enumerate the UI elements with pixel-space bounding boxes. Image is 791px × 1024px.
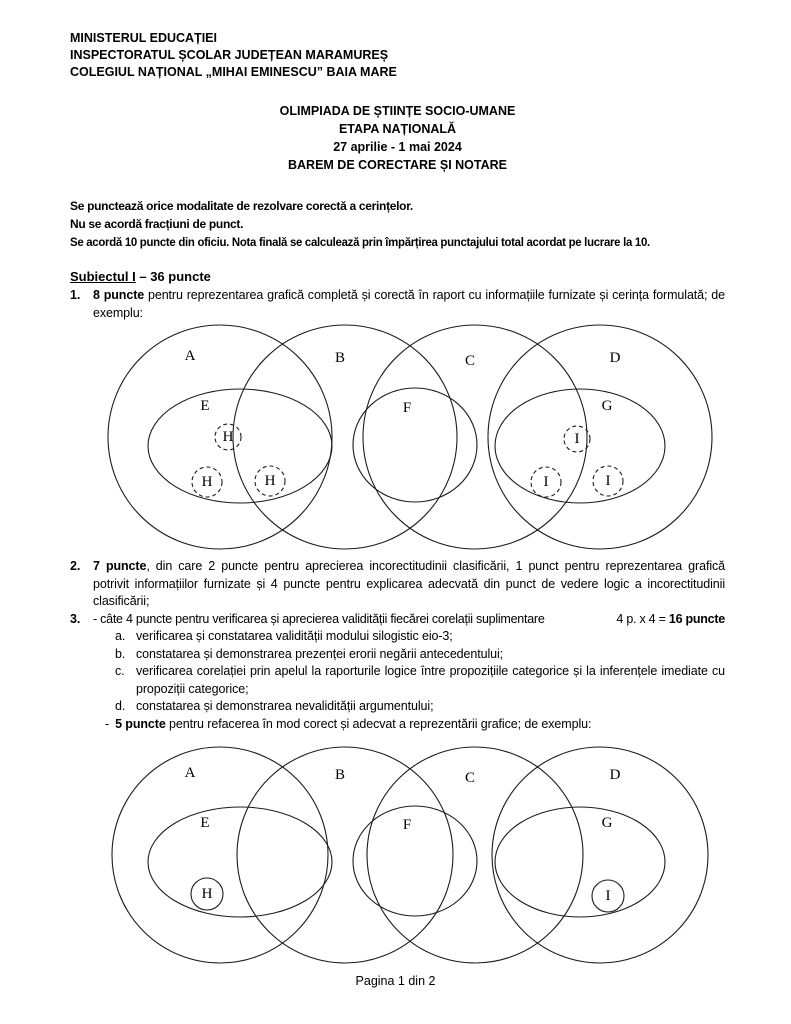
org-line-ministry: MINISTERUL EDUCAȚIEI [70, 31, 217, 45]
title-date: 27 aprilie - 1 mai 2024 [333, 140, 462, 154]
item-2-number: 2. [70, 559, 81, 573]
label-set-f: F [402, 817, 412, 833]
item-3-lead: - câte 4 puncte pentru verificarea și aprecierea validității fiecărei corelații suplimentare [93, 611, 545, 626]
list-item-1 [70, 287, 725, 322]
label-set-g: G [601, 815, 613, 831]
note-line-3: Se acordă 10 puncte din oficiu. Nota finală se calculează prin împărțirea punctajului total acordat pe lucrare la 10. [70, 235, 650, 249]
set-circle-d [488, 325, 712, 549]
label-set-g: G [601, 398, 613, 414]
sub-item-b [115, 646, 725, 664]
label-i2: I [543, 474, 549, 490]
title-olympiad: OLIMPIADA DE ȘTIINȚE SOCIO-UMANE [279, 104, 516, 118]
item-3-number: 3. [70, 611, 81, 626]
set-ellipse-e [148, 389, 332, 503]
item-3-calc [606, 611, 725, 629]
label-set-c: C [464, 770, 476, 786]
label-set-a: A [184, 765, 196, 781]
label-i3: I [605, 473, 611, 489]
org-line-college: COLEGIUL NAȚIONAL „MIHAI EMINESCU” BAIA MARE [70, 65, 397, 79]
sub-d-label: d. [115, 699, 126, 713]
list-item-2 [70, 558, 725, 611]
label-set-f: F [402, 400, 412, 416]
label-set-e: E [200, 398, 210, 414]
set-circle-a [112, 747, 328, 963]
item-1-body: pentru reprezentarea grafică completă și corectă în raport cu informațiile furnizate și cerința formulată; de exemplu: [93, 288, 725, 320]
set-ellipse-g [495, 807, 665, 917]
label-set-b: B [334, 350, 346, 366]
grading-notes [70, 197, 725, 251]
bullet-text: pentru refacerea în mod corect și adecvat a reprezentării grafice; de exemplu: [165, 716, 592, 731]
bullet-content [115, 716, 591, 734]
set-ellipse-g [495, 389, 665, 503]
label-i: I [605, 888, 611, 904]
venn-diagram-1-svg [90, 323, 755, 553]
label-set-d: D [609, 350, 621, 366]
sub-item-c [115, 663, 725, 698]
section-points: – 36 puncte [135, 269, 211, 284]
sub-items [115, 628, 725, 716]
list-item-3 [70, 611, 725, 629]
item-3-text [93, 611, 725, 629]
item-2-points: 7 puncte [93, 559, 147, 573]
sub-b-text: constatarea și demonstrarea prezenței erorii negării antecedentului; [136, 646, 504, 661]
venn-diagram-2-svg [90, 745, 755, 967]
item-3-calc-expr: 4 p. x 4 = [616, 611, 669, 626]
set-circle-a [108, 325, 332, 549]
set-circle-d [492, 747, 708, 963]
label-h2: H [201, 474, 213, 490]
bullet-5-points [105, 716, 725, 734]
section-heading [70, 268, 725, 286]
item-1-text [93, 287, 725, 322]
sub-d-text: constatarea și demonstrarea nevalidității argumentului; [136, 699, 434, 713]
item-3-calc-points: 16 puncte [668, 611, 725, 626]
bullet-points: 5 puncte [115, 716, 166, 731]
sub-c-label: c. [115, 664, 125, 678]
label-set-e: E [200, 815, 210, 831]
item-2-body: , din care 2 puncte pentru aprecierea incorectitudinii clasificării, 1 punct pentru reprezentarea grafică potrivit informațiilor furnizate și 4 puncte pentru explicarea adecvată din punct de vedere logic a incorectitudinii clasificării; [93, 559, 725, 608]
label-set-b: B [334, 767, 346, 783]
page-number: Pagina 1 din 2 [355, 974, 436, 988]
bullet-dash: - [105, 716, 110, 731]
sub-b-label: b. [115, 646, 126, 661]
label-h: H [201, 886, 213, 902]
label-set-c: C [464, 353, 476, 369]
org-line-inspectorate: INSPECTORATUL ȘCOLAR JUDEȚEAN MARAMUREȘ [70, 48, 389, 62]
label-h1: H [222, 429, 234, 445]
label-h3: H [264, 473, 276, 489]
sub-item-d [115, 698, 725, 716]
sub-c-text: verificarea corelației prin apelul la raporturile logice între propozițiile categorice și la inferențele imediate cu propoziții categorice; [136, 664, 725, 696]
item-1-points: 8 puncte [93, 288, 145, 302]
venn-diagram-2 [90, 745, 725, 967]
note-line-2: Nu se acordă fracțiuni de punct. [70, 217, 244, 231]
sub-item-a [115, 628, 725, 646]
section-title: Subiectul I [70, 269, 136, 284]
title-barem: BAREM DE CORECTARE ȘI NOTARE [288, 158, 507, 172]
sub-a-label: a. [115, 629, 126, 643]
org-header [70, 30, 725, 81]
label-i1: I [574, 431, 580, 447]
title-stage: ETAPA NAȚIONALĂ [338, 122, 457, 136]
set-ellipse-f [353, 388, 477, 502]
note-line-1: Se punctează orice modalitate de rezolvare corectă a cerințelor. [70, 199, 413, 213]
label-set-d: D [609, 767, 621, 783]
doc-title [70, 102, 725, 174]
label-set-a: A [184, 348, 196, 364]
item-1-number: 1. [70, 288, 81, 302]
sub-a-text: verificarea și constatarea validității modului silogistic eio-3; [136, 629, 453, 643]
item-2-text [93, 558, 725, 611]
venn-diagram-1 [90, 323, 725, 553]
set-ellipse-e [148, 807, 332, 917]
